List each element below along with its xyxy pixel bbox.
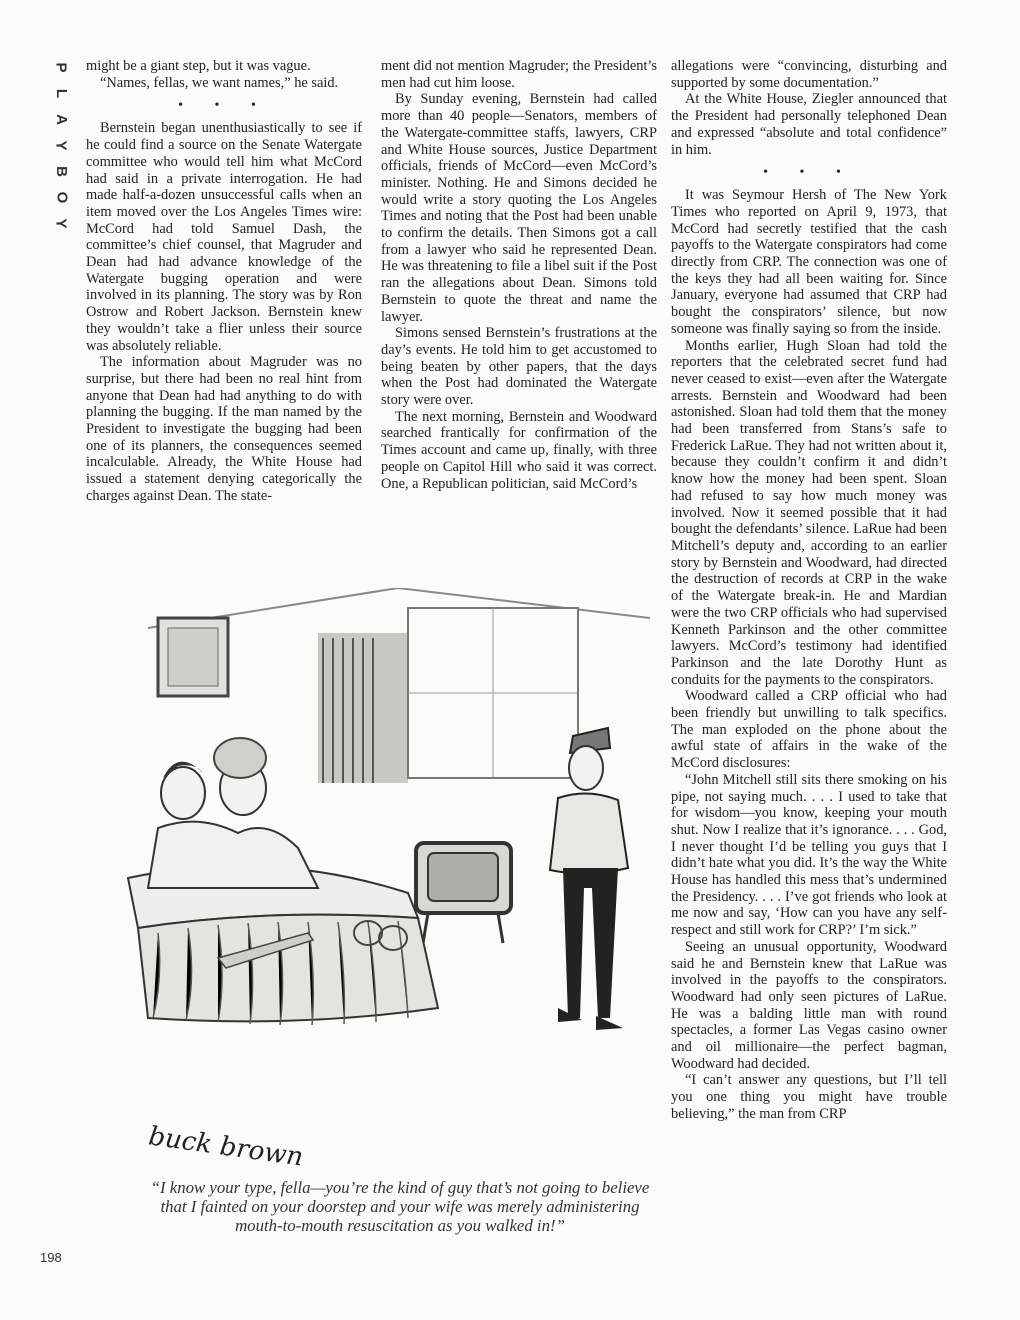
brand-letter: B <box>53 166 70 178</box>
paragraph: might be a giant step, but it was vague. <box>86 58 311 74</box>
paragraph: The next morning, Bernstein and Woodward searched frantically for confirmation of the Times account and came up, finally, with three people on Capitol Hill who said it was correct. One, a Republican politician, said McCord’s <box>381 408 657 492</box>
paragraph: At the White House, Ziegler announced that the President had personally telephoned Dean and expressed “absolute and total confidence” in him. <box>671 91 947 158</box>
paragraph: Simons sensed Bernstein’s frustrations at the day’s events. He told him to get accustomed to being beaten by other papers, that the days when the Post had dominated the Watergate story were over. <box>381 325 657 409</box>
section-separator: • • • <box>178 98 270 114</box>
paragraph: allegations were “convincing, disturbing and supported by some documentation.” <box>671 58 947 91</box>
magazine-brand <box>50 58 72 234</box>
article-column-2 <box>381 58 657 492</box>
paragraph: It was Seymour Hersh of The New York Times who reported on April 9, 1973, that McCord had secretly testified that the cash payoffs to the Watergate conspirators had come directly from CRP. The connection was one of the keys they had all been waiting for. Since January, everyone had assumed that CRP had bought the conspirators’ silence, but now someone was finally saying so from the inside. <box>671 187 947 337</box>
brand-letter: A <box>53 114 70 126</box>
brand-letter: Y <box>52 218 70 230</box>
paragraph: “Names, fellas, we want names,” he said. <box>100 74 339 91</box>
article-column-1 <box>86 58 362 505</box>
paragraph: Months earlier, Hugh Sloan had told the reporters that the celebrated secret fund had never ceased to exist—even after the Watergate arrests. Bernstein and Woodward had been astonished. Sloan had told them that the money had been transferred from Stans’s safe to Frederick LaRue. They had not written about it, because they couldn’t confirm it and didn’t know how the money had been spent. Sloan had refused to say how much money was involved. Now it seemed possible that it had bought the defendants’ silence. LaRue had been Mitchell’s deputy and, according to an earlier story by Bernstein and Woodward, had directed the destruction of records at CRP in the wake of the Watergate break-in. He and Mardian were the two CRP officials who had supervised Kenneth Parkinson and the other committee lawyers. McCord’s testimony had identified Parkinson and the late Dorothy Hunt as conduits for the payments to the conspirators. <box>671 337 947 688</box>
page-number: 198 <box>40 1250 62 1265</box>
artist-signature: buck brown <box>146 1121 306 1173</box>
cartoon-caption: “I know your type, fella—you’re the kind of guy that’s not going to believe that I fainted on your doorstep and your wife was merely administering mouth-to-mouth resuscitation as you walked in!” <box>150 1178 650 1235</box>
cartoon-illustration <box>118 588 650 1040</box>
paragraph: “John Mitchell still sits there smoking on his pipe, not saying much. . . . I used to take that for wisdom—you know, keeping your mouth shut. Now I realize that it’s ignorance. . . . God, I never thought I’d be telling you guys that I didn’t hate what you did. It’s the way the White House has handled this mess that’s undermined the Presidency. . . . I’ve got friends who look at me now and say, ‘How can you have any self-respect and still work for CRP?’ I’m sick.” <box>671 771 947 939</box>
brand-letter: P <box>52 62 70 74</box>
paragraph: “I can’t answer any questions, but I’ll tell you one thing you might have trouble believing,” the man from CRP <box>671 1072 947 1122</box>
paragraph: By Sunday evening, Bernstein had called more than 40 people—Senators, members of the Watergate-committee staffs, lawyers, CRP and White House sources, Justice Department officials, friends of McCord—even McCord’s minister. Nothing. He and Simons decided he would write a story quoting the Los Angeles Times and noting that the Post had been unable to confirm the details. Then Simons got a call from a lawyer who said he represented Dean. He was threatening to file a libel suit if the Post ran the allegations about Dean. Simons told Bernstein to quote the threat and name the lawyer. <box>381 91 657 325</box>
paragraph: The information about Magruder was no surprise, but there had been no real hint from anyone that Dean had had anything to do with planning the bugging. If the man named by the President to investigate the bugging had been one of its planners, the consequences seemed incalculable. Already, the White House had issued a statement denying categorically the charges against Dean. The state- <box>86 354 362 504</box>
paragraph: ment did not mention Magruder; the President’s men had cut him loose. <box>381 58 657 91</box>
brand-letter: L <box>52 88 70 100</box>
article-column-3 <box>671 58 947 1123</box>
paragraph: Woodward called a CRP official who had been friendly but unwilling to talk specifics. The man exploded on the phone about the awful state of affairs in the wake of the McCord disclosures: <box>671 688 947 772</box>
paragraph: Bernstein began unenthusiastically to see if he could find a source on the Senate Watergate committee who would tell him what McCord had said in a private interrogation. He had made half-a-dozen unsuccessful calls when an item moved over the Los Angeles Times wire: McCord had told Samuel Dash, the committee’s chief counsel, that Magruder and Dean had had advance knowledge of the Watergate bugging operation and were involved in its planning. The story was by Ron Ostrow and Robert Jackson. Bernstein knew they wouldn’t take a flier unless their source was absolutely reliable. <box>86 120 362 354</box>
section-separator: • • • <box>763 165 855 181</box>
paragraph: Seeing an unusual opportunity, Woodward said he and Bernstein knew that LaRue was involved in the payoffs to the conspirators. Woodward had only seen pictures of LaRue. He was a balding little man with round spectacles, a former Las Vegas casino owner and oil millionaire—the perfect bagman, Woodward had decided. <box>671 938 947 1072</box>
brand-letter: O <box>52 191 70 205</box>
brand-letter: Y <box>52 140 70 152</box>
